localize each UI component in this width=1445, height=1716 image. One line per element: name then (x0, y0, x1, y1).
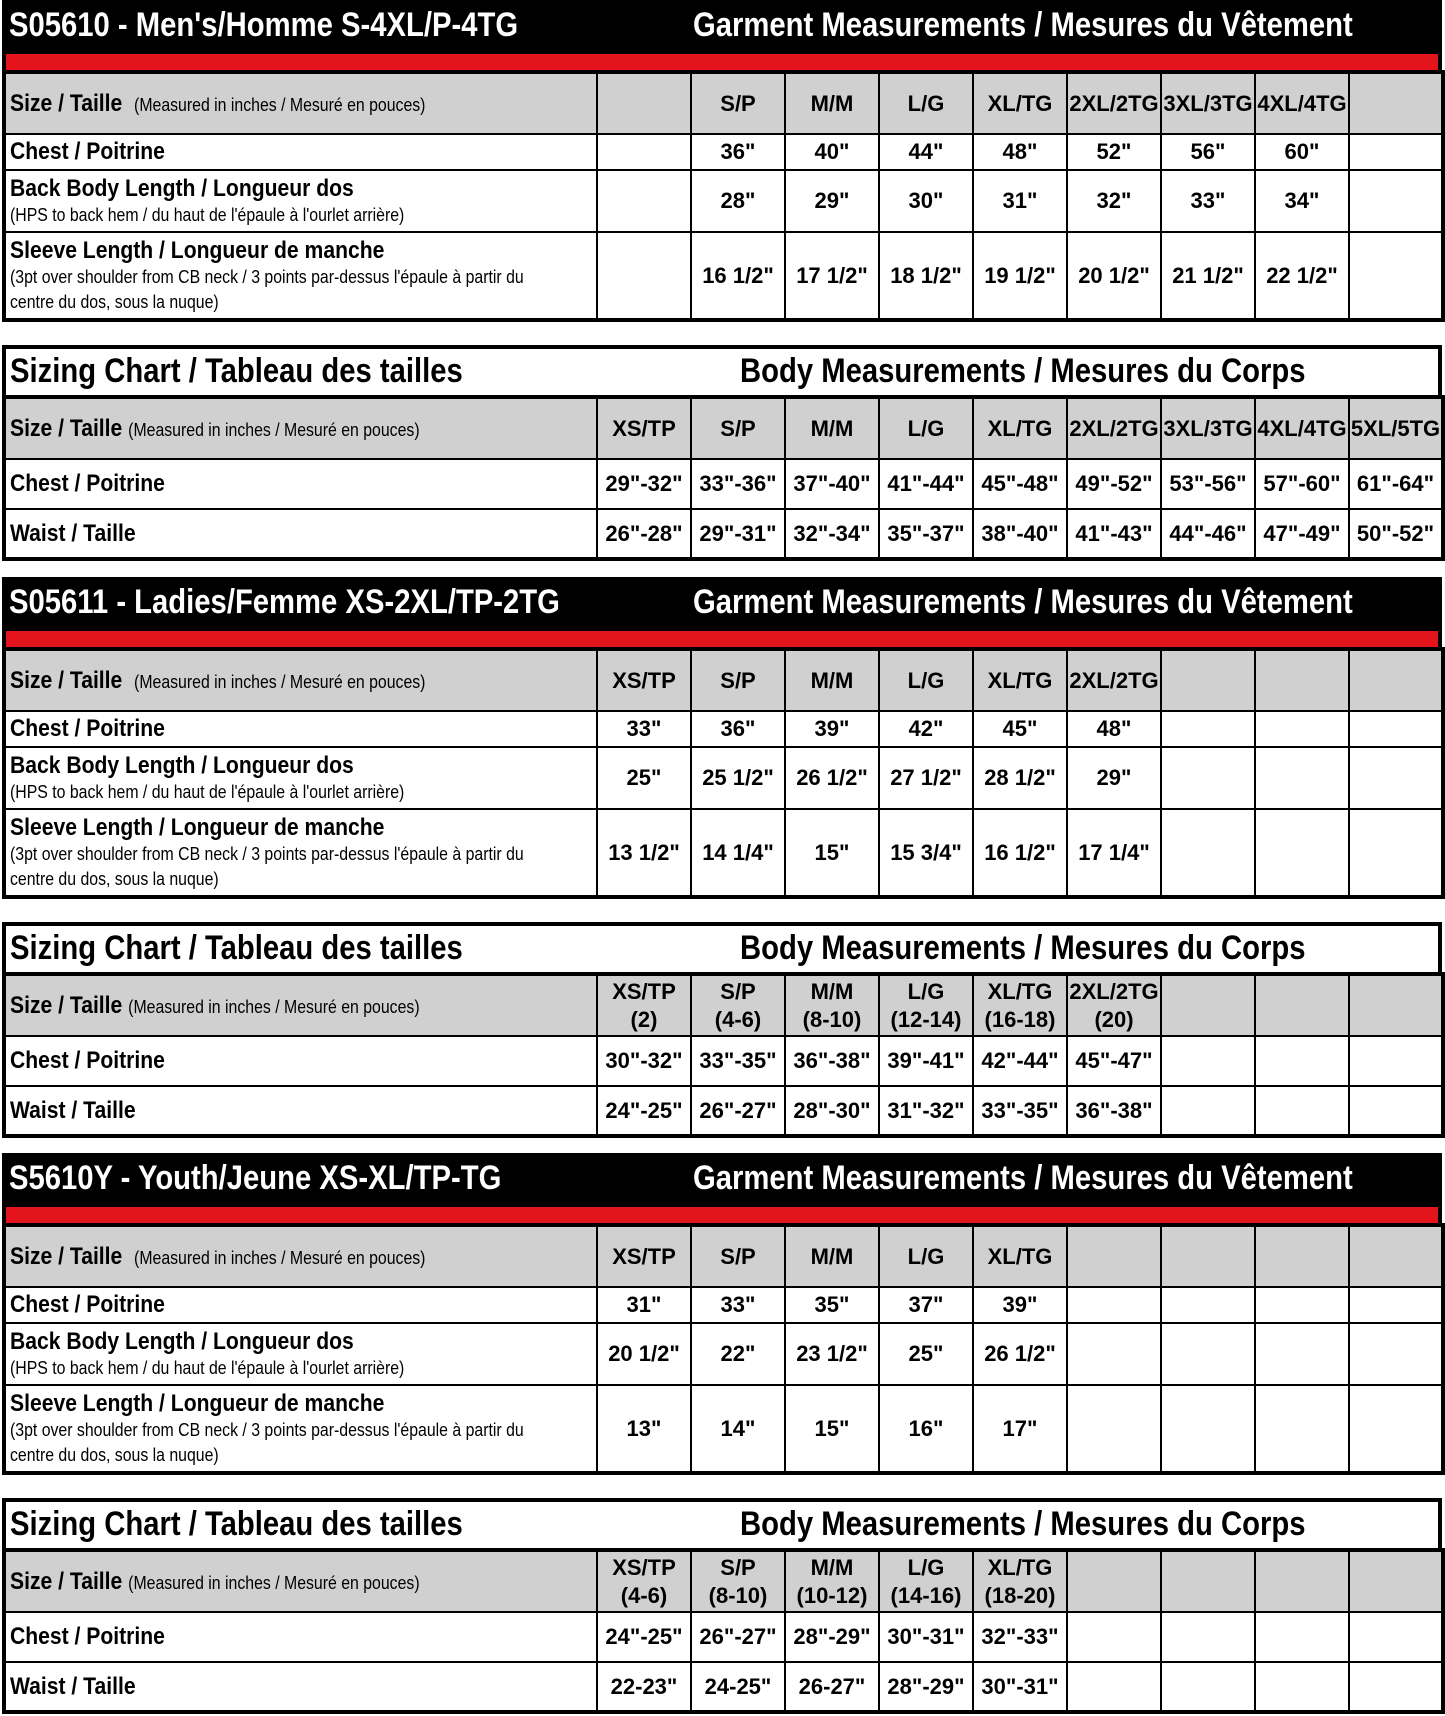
size-cell: L/G (12-14) (879, 974, 973, 1036)
size-cell (1161, 974, 1255, 1036)
chest-row (4, 1612, 1443, 1662)
mens-body-section (2, 345, 1442, 561)
waist-cell (1161, 1086, 1255, 1136)
chest-cell: 39" (785, 711, 879, 747)
mens-header (2, 0, 1442, 54)
back-cell (1349, 170, 1443, 232)
chest-cell (597, 134, 691, 170)
ladies-garment-title: Garment Measurements / Mesures du Vêtement (693, 583, 1353, 621)
size-cell: M/M (785, 72, 879, 134)
red-divider (2, 1207, 1442, 1223)
size-cell: XS/TP (2) (597, 974, 691, 1036)
size-cell: M/M (785, 649, 879, 711)
waist-cell: 41"-43" (1067, 509, 1161, 559)
waist-cell: 28"-30" (785, 1086, 879, 1136)
chest-cell (1349, 134, 1443, 170)
mens-garment-section (2, 0, 1442, 322)
mens-title: S05610 - Men's/Homme S-4XL/P-4TG (9, 6, 519, 44)
red-divider (2, 54, 1442, 70)
back-row (4, 1323, 1443, 1385)
sleeve-cell: 20 1/2" (1067, 232, 1161, 320)
back-cell: 25" (879, 1323, 973, 1385)
size-cell: 4XL/4TG (1255, 72, 1349, 134)
chest-label: Chest / Poitrine (10, 1623, 165, 1650)
size-label: Size / Taille (10, 89, 123, 117)
sleeve-cell: 19 1/2" (973, 232, 1067, 320)
waist-cell: 50"-52" (1349, 509, 1443, 559)
size-cell: S/P (4-6) (691, 974, 785, 1036)
sleeve-cell (1349, 809, 1443, 897)
back-cell: 26 1/2" (785, 747, 879, 809)
sleeve-label: Sleeve Length / Longueur de manche (10, 1389, 385, 1417)
chest-cell (1255, 1287, 1349, 1323)
sleeve-cell (1255, 809, 1349, 897)
chest-cell: 29"-32" (597, 459, 691, 509)
size-note: (Measured in inches / Mesuré en pouces) (134, 671, 426, 692)
body-right-title: Body Measurements / Mesures du Corps (740, 929, 1306, 967)
sleeve-cell: 16 1/2" (973, 809, 1067, 897)
chest-cell: 45"-47" (1067, 1036, 1161, 1086)
ladies-body-header (2, 922, 1442, 972)
chest-cell (1161, 1612, 1255, 1662)
size-cell: XL/TG (973, 397, 1067, 459)
size-label: Size / Taille (10, 414, 123, 442)
size-cell: S/P (691, 1225, 785, 1287)
sleeve-note: (3pt over shoulder from CB neck / 3 points par-dessus l'épaule à partir du (10, 843, 524, 864)
waist-cell (1255, 1086, 1349, 1136)
size-row (4, 974, 1443, 1036)
back-cell (597, 170, 691, 232)
youth-title: S5610Y - Youth/Jeune XS-XL/TP-TG (9, 1159, 502, 1197)
size-cell: XL/TG (973, 72, 1067, 134)
back-cell (1349, 1323, 1443, 1385)
size-cell: 3XL/3TG (1161, 397, 1255, 459)
chest-cell: 52" (1067, 134, 1161, 170)
back-row (4, 170, 1443, 232)
waist-cell: 22-23" (597, 1662, 691, 1712)
waist-row (4, 1662, 1443, 1712)
body-right-title: Body Measurements / Mesures du Corps (740, 1505, 1306, 1543)
sleeve-cell (1349, 1385, 1443, 1473)
ladies-body-section (2, 922, 1442, 1138)
waist-cell: 26"-28" (597, 509, 691, 559)
size-cell (1349, 1550, 1443, 1612)
size-label: Size / Taille (10, 991, 123, 1019)
size-cell (1255, 1225, 1349, 1287)
size-cell: XL/TG (18-20) (973, 1550, 1067, 1612)
waist-cell: 24"-25" (597, 1086, 691, 1136)
size-cell: 2XL/2TG (1067, 649, 1161, 711)
back-label: Back Body Length / Longueur dos (10, 1327, 354, 1355)
size-cell: XS/TP (4-6) (597, 1550, 691, 1612)
back-cell: 33" (1161, 170, 1255, 232)
waist-cell: 32"-34" (785, 509, 879, 559)
youth-body-header (2, 1498, 1442, 1548)
back-cell: 30" (879, 170, 973, 232)
sleeve-cell: 14 1/4" (691, 809, 785, 897)
back-cell: 20 1/2" (597, 1323, 691, 1385)
sleeve-note: (3pt over shoulder from CB neck / 3 points par-dessus l'épaule à partir du (10, 1419, 524, 1440)
size-note: (Measured in inches / Mesuré en pouces) (134, 1247, 426, 1268)
chest-cell (1349, 1287, 1443, 1323)
sleeve-cell: 17 1/4" (1067, 809, 1161, 897)
back-cell: 27 1/2" (879, 747, 973, 809)
back-cell (1067, 1323, 1161, 1385)
waist-cell (1255, 1662, 1349, 1712)
back-label: Back Body Length / Longueur dos (10, 174, 354, 202)
body-title: Sizing Chart / Tableau des tailles (10, 352, 463, 390)
sleeve-cell: 13 1/2" (597, 809, 691, 897)
size-cell: XL/TG (973, 1225, 1067, 1287)
chest-label: Chest / Poitrine (10, 1291, 165, 1318)
chest-cell (1255, 1612, 1349, 1662)
waist-label: Waist / Taille (10, 1096, 136, 1124)
sleeve-label: Sleeve Length / Longueur de manche (10, 236, 385, 264)
sleeve-cell: 15" (785, 1385, 879, 1473)
mens-garment-table (2, 70, 1445, 322)
body-title: Sizing Chart / Tableau des tailles (10, 1505, 463, 1543)
chest-cell (1349, 711, 1443, 747)
waist-label: Waist / Taille (10, 519, 136, 547)
youth-body-section (2, 1498, 1442, 1714)
back-row (4, 747, 1443, 809)
sleeve-cell (1349, 232, 1443, 320)
waist-cell: 44"-46" (1161, 509, 1255, 559)
waist-row (4, 1086, 1443, 1136)
size-cell (1255, 649, 1349, 711)
chest-cell: 28"-29" (785, 1612, 879, 1662)
chest-cell: 35" (785, 1287, 879, 1323)
size-cell: M/M (785, 1225, 879, 1287)
chest-cell: 42" (879, 711, 973, 747)
red-divider (2, 631, 1442, 647)
size-cell: S/P (691, 649, 785, 711)
chest-cell (1067, 1287, 1161, 1323)
waist-cell: 28"-29" (879, 1662, 973, 1712)
waist-cell: 33"-35" (973, 1086, 1067, 1136)
size-cell: 5XL/5TG (1349, 397, 1443, 459)
back-note: (HPS to back hem / du haut de l'épaule à l'ourlet arrière) (10, 1357, 405, 1378)
back-cell (1255, 747, 1349, 809)
waist-cell: 29"-31" (691, 509, 785, 559)
waist-cell: 38"-40" (973, 509, 1067, 559)
chest-cell: 30"-32" (597, 1036, 691, 1086)
size-cell: S/P (8-10) (691, 1550, 785, 1612)
sleeve-cell: 17" (973, 1385, 1067, 1473)
waist-cell (1349, 1662, 1443, 1712)
back-cell: 25 1/2" (691, 747, 785, 809)
size-cell: S/P (691, 72, 785, 134)
size-cell: XS/TP (597, 649, 691, 711)
sleeve-cell: 17 1/2" (785, 232, 879, 320)
chest-cell: 40" (785, 134, 879, 170)
sleeve-cell: 21 1/2" (1161, 232, 1255, 320)
chest-cell: 45"-48" (973, 459, 1067, 509)
body-right-title: Body Measurements / Mesures du Corps (740, 352, 1306, 390)
size-row (4, 72, 1443, 134)
waist-cell (1349, 1086, 1443, 1136)
size-cell: XL/TG (973, 649, 1067, 711)
waist-cell: 26-27" (785, 1662, 879, 1712)
chest-cell (1349, 1036, 1443, 1086)
chest-cell: 37"-40" (785, 459, 879, 509)
size-cell: XS/TP (597, 1225, 691, 1287)
chest-cell: 45" (973, 711, 1067, 747)
size-cell: L/G (879, 649, 973, 711)
waist-cell (1161, 1662, 1255, 1712)
size-note: (Measured in inches / Mesuré en pouces) (134, 94, 426, 115)
mens-body-table (2, 395, 1445, 561)
sleeve-note: centre du dos, sous la nuque) (10, 868, 219, 889)
chest-cell (1255, 711, 1349, 747)
chest-cell: 33"-35" (691, 1036, 785, 1086)
waist-cell: 24-25" (691, 1662, 785, 1712)
size-cell (1349, 974, 1443, 1036)
chest-cell: 36"-38" (785, 1036, 879, 1086)
chest-row (4, 1287, 1443, 1323)
mens-garment-title: Garment Measurements / Mesures du Vêtement (693, 6, 1353, 44)
chest-cell: 32"-33" (973, 1612, 1067, 1662)
chest-cell: 33" (597, 711, 691, 747)
size-cell: L/G (14-16) (879, 1550, 973, 1612)
ladies-title: S05611 - Ladies/Femme XS-2XL/TP-2TG (9, 583, 560, 621)
chest-cell: 31" (597, 1287, 691, 1323)
back-cell: 32" (1067, 170, 1161, 232)
size-row (4, 1225, 1443, 1287)
chest-cell (1161, 711, 1255, 747)
sleeve-cell (1067, 1385, 1161, 1473)
size-row (4, 397, 1443, 459)
back-cell: 25" (597, 747, 691, 809)
chest-cell: 48" (1067, 711, 1161, 747)
chest-cell: 53"-56" (1161, 459, 1255, 509)
chest-row (4, 459, 1443, 509)
body-title: Sizing Chart / Tableau des tailles (10, 929, 463, 967)
sleeve-label: Sleeve Length / Longueur de manche (10, 813, 385, 841)
ladies-header (2, 577, 1442, 631)
size-cell: XS/TP (597, 397, 691, 459)
chest-row (4, 1036, 1443, 1086)
back-cell: 28 1/2" (973, 747, 1067, 809)
youth-garment-section (2, 1153, 1442, 1475)
sleeve-row (4, 809, 1443, 897)
chest-row (4, 134, 1443, 170)
sleeve-cell: 14" (691, 1385, 785, 1473)
chest-label: Chest / Poitrine (10, 715, 165, 742)
waist-cell: 47"-49" (1255, 509, 1349, 559)
ladies-garment-section (2, 577, 1442, 899)
size-note: (Measured in inches / Mesuré en pouces) (128, 419, 420, 440)
back-cell: 29" (785, 170, 879, 232)
back-cell (1349, 747, 1443, 809)
chest-label: Chest / Poitrine (10, 470, 165, 497)
sleeve-row (4, 1385, 1443, 1473)
waist-cell: 26"-27" (691, 1086, 785, 1136)
sleeve-note: centre du dos, sous la nuque) (10, 1444, 219, 1465)
size-cell (1349, 72, 1443, 134)
chest-cell: 37" (879, 1287, 973, 1323)
chest-cell: 49"-52" (1067, 459, 1161, 509)
waist-cell: 31"-32" (879, 1086, 973, 1136)
sleeve-cell (1161, 1385, 1255, 1473)
sleeve-cell: 18 1/2" (879, 232, 973, 320)
chest-cell: 33"-36" (691, 459, 785, 509)
chest-cell (1161, 1036, 1255, 1086)
chest-cell: 39"-41" (879, 1036, 973, 1086)
size-cell: 2XL/2TG (1067, 72, 1161, 134)
sleeve-cell: 16 1/2" (691, 232, 785, 320)
size-cell (1161, 1550, 1255, 1612)
ladies-body-table (2, 972, 1445, 1138)
size-label: Size / Taille (10, 1567, 123, 1595)
chest-cell: 44" (879, 134, 973, 170)
back-cell: 29" (1067, 747, 1161, 809)
waist-cell: 36"-38" (1067, 1086, 1161, 1136)
chest-cell: 48" (973, 134, 1067, 170)
youth-garment-table (2, 1223, 1445, 1475)
chest-cell: 56" (1161, 134, 1255, 170)
youth-garment-title: Garment Measurements / Mesures du Vêtement (693, 1159, 1353, 1197)
size-note: (Measured in inches / Mesuré en pouces) (128, 1572, 420, 1593)
chest-cell (1255, 1036, 1349, 1086)
size-label: Size / Taille (10, 666, 123, 694)
back-cell: 23 1/2" (785, 1323, 879, 1385)
chest-row (4, 711, 1443, 747)
size-cell: 4XL/4TG (1255, 397, 1349, 459)
chest-cell: 24"-25" (597, 1612, 691, 1662)
back-cell: 31" (973, 170, 1067, 232)
back-label: Back Body Length / Longueur dos (10, 751, 354, 779)
chest-cell (1067, 1612, 1161, 1662)
waist-cell: 30"-31" (973, 1662, 1067, 1712)
chest-cell: 30"-31" (879, 1612, 973, 1662)
sleeve-note: centre du dos, sous la nuque) (10, 291, 219, 312)
size-cell (1067, 1550, 1161, 1612)
size-cell: M/M (8-10) (785, 974, 879, 1036)
chest-cell: 36" (691, 134, 785, 170)
size-cell (1349, 649, 1443, 711)
mens-body-header (2, 345, 1442, 395)
youth-body-table (2, 1548, 1445, 1714)
size-cell: 2XL/2TG (1067, 397, 1161, 459)
chest-cell: 61"-64" (1349, 459, 1443, 509)
chest-cell (1349, 1612, 1443, 1662)
size-label: Size / Taille (10, 1242, 123, 1270)
size-cell (1161, 1225, 1255, 1287)
sleeve-cell (1161, 809, 1255, 897)
size-cell (1161, 649, 1255, 711)
waist-cell: 35"-37" (879, 509, 973, 559)
size-cell (1255, 974, 1349, 1036)
back-cell (1161, 747, 1255, 809)
sleeve-cell: 15 3/4" (879, 809, 973, 897)
chest-label: Chest / Poitrine (10, 138, 165, 165)
size-cell: M/M (785, 397, 879, 459)
size-note: (Measured in inches / Mesuré en pouces) (128, 996, 420, 1017)
back-cell (1255, 1323, 1349, 1385)
size-cell: L/G (879, 72, 973, 134)
back-cell: 22" (691, 1323, 785, 1385)
ladies-garment-table (2, 647, 1445, 899)
back-cell: 28" (691, 170, 785, 232)
size-cell: L/G (879, 1225, 973, 1287)
chest-label: Chest / Poitrine (10, 1047, 165, 1074)
waist-row (4, 509, 1443, 559)
size-row (4, 1550, 1443, 1612)
sleeve-cell: 16" (879, 1385, 973, 1473)
size-cell: 2XL/2TG (20) (1067, 974, 1161, 1036)
waist-label: Waist / Taille (10, 1672, 136, 1700)
chest-cell: 57"-60" (1255, 459, 1349, 509)
back-note: (HPS to back hem / du haut de l'épaule à l'ourlet arrière) (10, 204, 405, 225)
back-cell (1161, 1323, 1255, 1385)
size-cell: 3XL/3TG (1161, 72, 1255, 134)
size-cell (1349, 1225, 1443, 1287)
back-note: (HPS to back hem / du haut de l'épaule à l'ourlet arrière) (10, 781, 405, 802)
sleeve-cell (1255, 1385, 1349, 1473)
sleeve-cell: 15" (785, 809, 879, 897)
chest-cell: 39" (973, 1287, 1067, 1323)
back-cell: 34" (1255, 170, 1349, 232)
size-row (4, 649, 1443, 711)
chest-cell: 41"-44" (879, 459, 973, 509)
youth-header (2, 1153, 1442, 1207)
sleeve-row (4, 232, 1443, 320)
sleeve-cell (597, 232, 691, 320)
chest-cell: 26"-27" (691, 1612, 785, 1662)
sleeve-cell: 22 1/2" (1255, 232, 1349, 320)
back-cell: 26 1/2" (973, 1323, 1067, 1385)
size-cell: S/P (691, 397, 785, 459)
sleeve-note: (3pt over shoulder from CB neck / 3 points par-dessus l'épaule à partir du (10, 266, 524, 287)
sleeve-cell: 13" (597, 1385, 691, 1473)
size-cell: XL/TG (16-18) (973, 974, 1067, 1036)
size-cell (597, 72, 691, 134)
chest-cell: 60" (1255, 134, 1349, 170)
waist-cell (1067, 1662, 1161, 1712)
chest-cell (1161, 1287, 1255, 1323)
chest-cell: 42"-44" (973, 1036, 1067, 1086)
size-cell (1255, 1550, 1349, 1612)
chest-cell: 36" (691, 711, 785, 747)
size-cell: M/M (10-12) (785, 1550, 879, 1612)
chest-cell: 33" (691, 1287, 785, 1323)
size-cell (1067, 1225, 1161, 1287)
size-cell: L/G (879, 397, 973, 459)
